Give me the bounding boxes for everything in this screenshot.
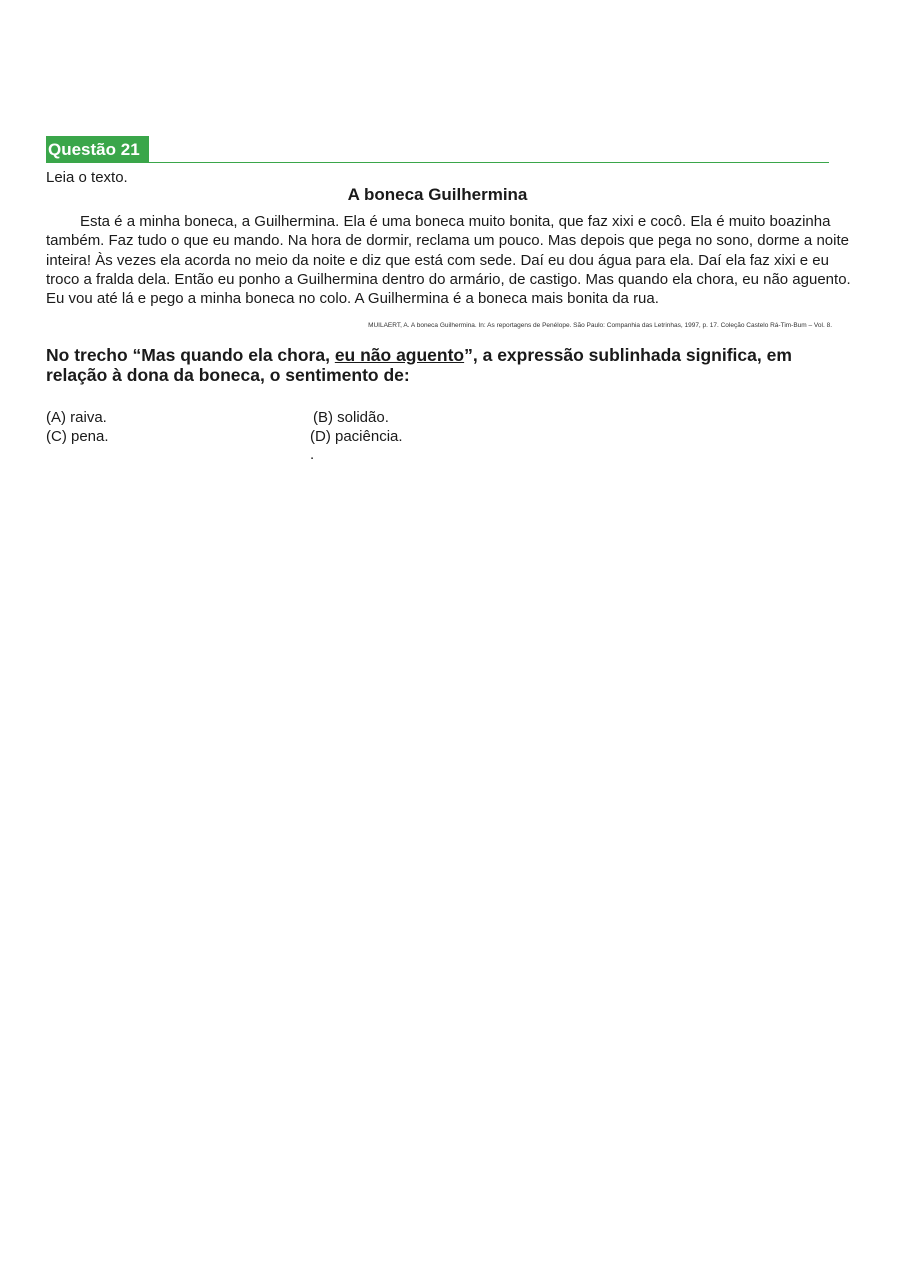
question-stem bbox=[46, 345, 846, 385]
text-title: A boneca Guilhermina bbox=[347, 185, 528, 204]
option-b[interactable]: (B) solidão. bbox=[313, 409, 389, 426]
passage-text: Esta é a minha boneca, a Guilhermina. Ela é uma boneca muito bonita, que faz xixi e cocô. Ela é muito boazinha também. Faz tudo o que eu mando. Na hora de dormir, reclama um pouco. Mas depois que pega no sono, dorme a noite inteira! Às vezes ela acorda no meio da noite e diz que está com sede. Daí eu dou água para ela. Daí ela faz xixi e eu troco a fralda dela. Então eu ponho a Guilhermina dentro do armário, de castigo. Mas quando ela chora, eu não aguento. Eu vou até lá e pego a minha boneca no colo. A Guilhermina é a boneca mais bonita da rua. bbox=[46, 213, 851, 308]
option-d[interactable]: (D) paciência. bbox=[310, 428, 403, 445]
question-header bbox=[46, 136, 829, 163]
source-citation: MUILAERT, A. A boneca Guilhermina. In: As reportagens de Penélope. São Paulo: Companhia das Letrinhas, 1997, p. 17. Coleção Castelo Rá-Tim-Bum – Vol. 8. bbox=[368, 322, 832, 329]
option-c[interactable]: (C) pena. bbox=[46, 428, 109, 445]
instruction-text: Leia o texto. bbox=[46, 169, 128, 186]
stem-before: No trecho “Mas quando ela chora, bbox=[46, 345, 335, 365]
stem-after: ”, a expressão sublinhada significa, em relação à dona da boneca, o sentimento de: bbox=[46, 345, 792, 385]
passage bbox=[46, 212, 866, 308]
stem-underlined: eu não aguento bbox=[334, 345, 465, 365]
option-a[interactable]: (A) raiva. bbox=[46, 409, 107, 426]
trailing-dot: . bbox=[310, 446, 315, 463]
question-number: Questão 21 bbox=[46, 136, 149, 162]
